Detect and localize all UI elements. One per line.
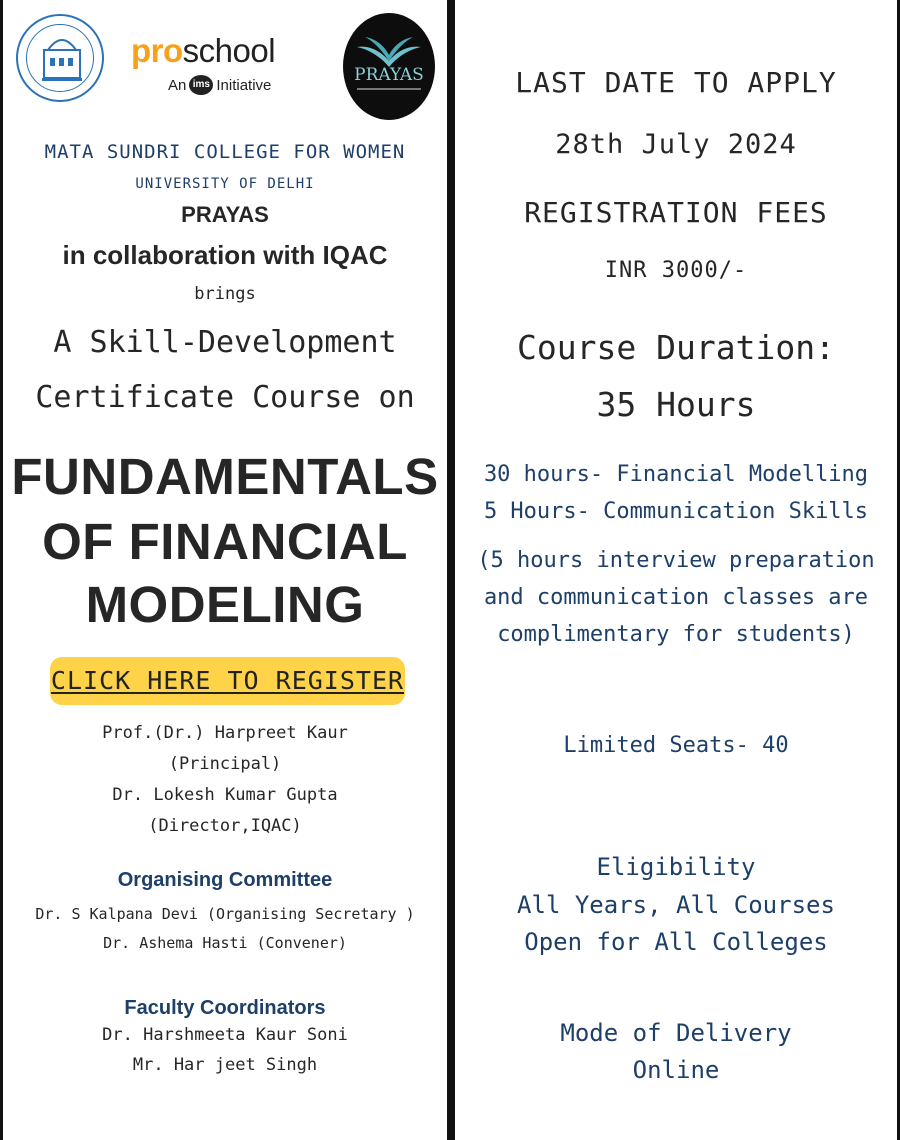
- course-duration-label: Course Duration:: [517, 328, 835, 367]
- last-date-value: 28th July 2024: [555, 129, 797, 160]
- course-duration-value: 35 Hours: [596, 385, 756, 424]
- faculty-member-2: Mr. Har jeet Singh: [132, 1055, 318, 1075]
- prayas-heading: PRAYAS: [181, 202, 269, 227]
- faculty-coordinators-heading: Faculty Coordinators: [124, 997, 326, 1019]
- brings-text: brings: [194, 284, 256, 304]
- ims-initiative-line: [168, 75, 271, 95]
- registration-fees-value: INR 3000/-: [604, 258, 748, 283]
- mode-of-delivery-value: Online: [632, 1056, 720, 1084]
- register-button[interactable]: [50, 657, 405, 705]
- college-seal-icon: [16, 14, 104, 102]
- complimentary-note-line-3: complimentary for students): [497, 622, 855, 647]
- faculty-member-1: Dr. Harshmeeta Kaur Soni: [102, 1025, 348, 1045]
- hours-breakdown-2: 5 Hours- Communication Skills: [483, 499, 869, 524]
- right-flyer-panel: [455, 0, 897, 1140]
- college-name: MATA SUNDRI COLLEGE FOR WOMEN: [44, 141, 406, 163]
- left-flyer-panel: [3, 0, 447, 1140]
- complimentary-note-line-1: (5 hours interview preparation: [477, 548, 875, 573]
- course-title-line-3: MODELING: [85, 576, 365, 633]
- complimentary-note-line-2: and communication classes are: [483, 585, 869, 610]
- proschool-logo-school: school: [182, 32, 276, 69]
- prayas-logo-word: PRAYAS: [354, 65, 424, 85]
- register-button-label: CLICK HERE TO REGISTER: [50, 666, 405, 695]
- organising-member-1: Dr. S Kalpana Devi (Organising Secretary ): [35, 905, 415, 923]
- last-date-label: LAST DATE TO APPLY: [515, 66, 837, 99]
- eligibility-line-1: All Years, All Courses: [517, 891, 835, 919]
- collaboration-line: in collaboration with IQAC: [62, 240, 388, 270]
- proschool-logo: [131, 32, 275, 70]
- organising-committee-heading: Organising Committee: [117, 869, 333, 891]
- eligibility-line-2: Open for All Colleges: [524, 928, 828, 956]
- patron-1-role: (Principal): [168, 754, 282, 774]
- patron-1-name: Prof.(Dr.) Harpreet Kaur: [102, 723, 348, 743]
- course-line-2: Certificate Course on: [35, 380, 415, 415]
- mode-of-delivery-label: Mode of Delivery: [560, 1019, 792, 1047]
- initiative-suffix: Initiative: [216, 76, 272, 94]
- proschool-logo-pro: pro: [131, 32, 183, 69]
- course-title-line-2: OF FINANCIAL: [42, 513, 408, 570]
- course-title-line-1: FUNDAMENTALS: [11, 448, 439, 505]
- prayas-wings-icon: [343, 13, 435, 120]
- initiative-prefix: An: [168, 76, 187, 94]
- registration-fees-label: REGISTRATION FEES: [524, 196, 828, 229]
- course-line-1: A Skill-Development: [53, 325, 397, 360]
- ims-logo-icon: ims: [189, 75, 213, 95]
- patron-2-role: (Director,IQAC): [148, 816, 302, 836]
- eligibility-label: Eligibility: [596, 853, 756, 881]
- patron-2-name: Dr. Lokesh Kumar Gupta: [112, 785, 338, 805]
- organising-member-2: Dr. Ashema Hasti (Convener): [103, 934, 347, 952]
- hours-breakdown-1: 30 hours- Financial Modelling: [483, 462, 869, 487]
- limited-seats: Limited Seats- 40: [563, 733, 789, 758]
- university-name: UNIVERSITY OF DELHI: [135, 176, 315, 192]
